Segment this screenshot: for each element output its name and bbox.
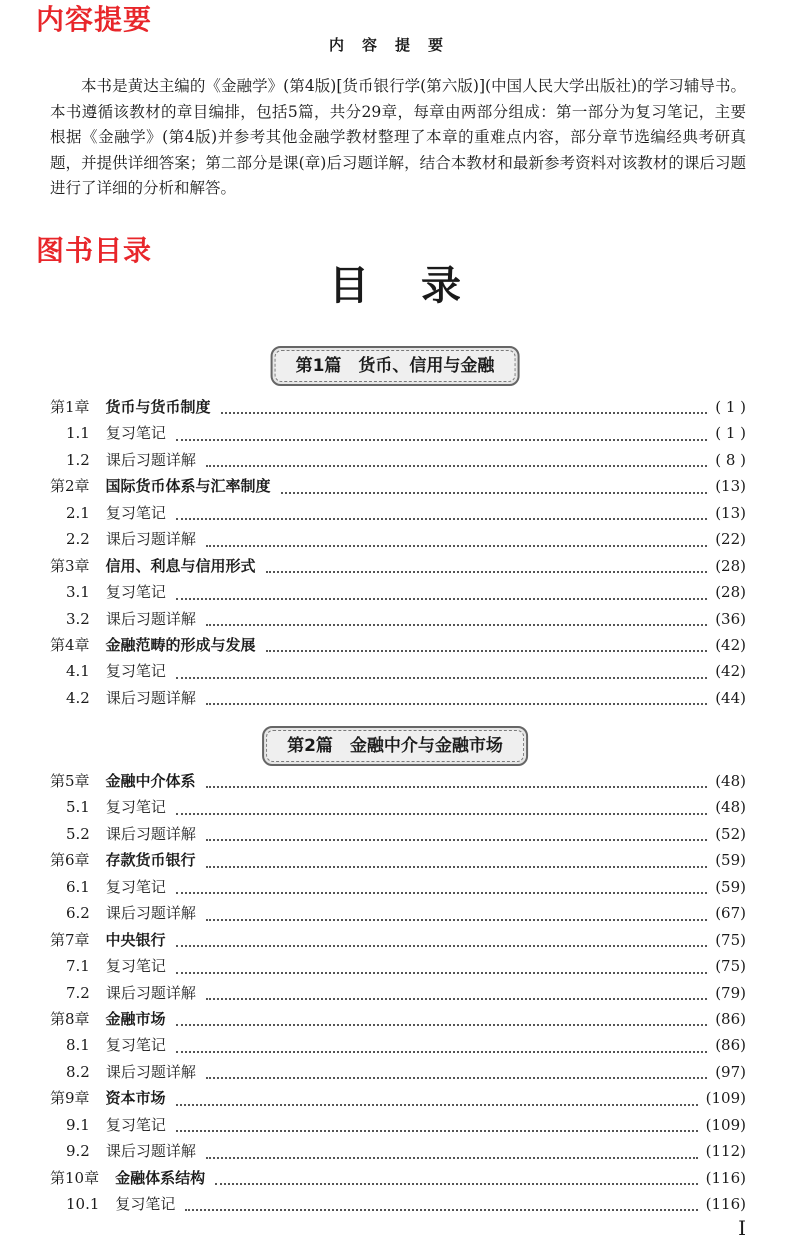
toc-chapter-row[interactable]	[50, 770, 746, 796]
toc-page-number: (22)	[715, 530, 746, 549]
dot-leader	[176, 598, 707, 600]
toc-entry-label: 信用、利息与信用形式	[105, 556, 256, 575]
dot-leader	[206, 1077, 707, 1079]
toc-section-row[interactable]	[50, 422, 746, 448]
toc-page-number: (112)	[705, 1142, 746, 1161]
toc-entry-label: 复习笔记	[105, 877, 166, 896]
dot-leader	[176, 1024, 708, 1026]
toc-entry-number: 6.1	[66, 877, 90, 896]
toc-page-number: (109)	[705, 1115, 746, 1134]
part-title: 第1篇 货币、信用与金融	[275, 350, 516, 382]
dot-leader	[176, 972, 707, 974]
toc-page-number: (59)	[715, 877, 746, 896]
toc-page-number: (44)	[715, 688, 746, 707]
summary-title: 内容提要	[328, 36, 461, 54]
toc-section-row[interactable]	[50, 1140, 746, 1166]
toc-entry-label: 课后习题详解	[105, 904, 196, 923]
dot-leader	[221, 412, 708, 414]
dot-leader	[176, 892, 707, 894]
toc-page-number: (86)	[715, 1009, 746, 1028]
toc-entry-label: 复习笔记	[105, 424, 166, 443]
dot-leader	[206, 1157, 698, 1159]
toc-section-row[interactable]	[50, 982, 746, 1008]
toc-entry-label: 复习笔记	[105, 583, 166, 602]
toc-section-row[interactable]	[50, 528, 746, 554]
dot-leader	[176, 1104, 698, 1106]
toc-entry-label: 资本市场	[105, 1089, 166, 1108]
toc-entry-label: 课后习题详解	[105, 1062, 196, 1081]
toc-entry-number: 8.2	[66, 1062, 90, 1081]
toc-page-number: (97)	[715, 1062, 746, 1081]
toc-entry-number: 第2章	[50, 477, 90, 496]
toc-section-row[interactable]	[50, 796, 746, 822]
toc-page-number: (59)	[715, 851, 746, 870]
toc-entry-label: 复习笔记	[105, 1115, 166, 1134]
toc-page-number: (67)	[715, 904, 746, 923]
toc-section-row[interactable]	[50, 1193, 746, 1219]
toc-page-number: (28)	[715, 556, 746, 575]
toc-chapter-row[interactable]	[50, 634, 746, 660]
toc-entry-number: 3.1	[66, 583, 90, 602]
dot-leader	[176, 945, 708, 947]
toc-entry-number: 4.2	[66, 688, 90, 707]
toc-page-number: (28)	[715, 583, 746, 602]
toc-page-number: (48)	[715, 798, 746, 817]
toc-entry-number: 6.2	[66, 904, 90, 923]
part-banner	[262, 726, 528, 766]
toc-entry-number: 9.2	[66, 1142, 90, 1161]
toc-page-number: ( 8 )	[715, 450, 746, 469]
toc-chapter-row[interactable]	[50, 1167, 746, 1193]
toc-entry-label: 复习笔记	[115, 1195, 176, 1213]
toc-section-heading: 图书目录	[36, 234, 153, 267]
toc-entry-label: 复习笔记	[105, 957, 166, 976]
dot-leader	[206, 866, 708, 868]
toc-page-number: (48)	[715, 772, 746, 790]
toc-section-row[interactable]	[50, 449, 746, 475]
toc-section-row[interactable]	[50, 823, 746, 849]
toc-entry-label: 复习笔记	[105, 503, 166, 522]
toc-entry-number: 第8章	[50, 1009, 90, 1028]
toc-entry-number: 第1章	[50, 398, 90, 416]
toc-entry-number: 第3章	[50, 556, 90, 575]
toc-entry-label: 课后习题详解	[105, 1142, 196, 1161]
toc-section-row[interactable]	[50, 902, 746, 928]
toc-page-number: (52)	[715, 824, 746, 843]
toc-entry-number: 8.1	[66, 1036, 90, 1055]
toc-section-row[interactable]	[50, 876, 746, 902]
toc-entry-number: 5.2	[66, 824, 90, 843]
toc-entry-number: 第10章	[50, 1168, 100, 1187]
toc-entry-number: 9.1	[66, 1115, 90, 1134]
toc-section-row[interactable]	[50, 502, 746, 528]
toc-chapter-row[interactable]	[50, 396, 746, 422]
toc-entry-label: 国际货币体系与汇率制度	[105, 477, 271, 496]
toc-page-number: (116)	[705, 1195, 746, 1213]
toc-chapter-row[interactable]	[50, 475, 746, 501]
toc-entry-number: 2.1	[66, 503, 90, 522]
toc-entry-number: 7.2	[66, 983, 90, 1002]
toc-entry-label: 复习笔记	[105, 798, 166, 817]
toc-entry-label: 金融体系结构	[115, 1168, 206, 1187]
dot-leader	[176, 439, 707, 441]
toc-entry-label: 金融市场	[105, 1009, 166, 1028]
toc-entry-label: 课后习题详解	[105, 609, 196, 628]
toc-page-number: (36)	[715, 609, 746, 628]
toc-entry-number: 第9章	[50, 1089, 90, 1108]
toc-section-row[interactable]	[50, 1114, 746, 1140]
page-number: I	[738, 1216, 746, 1240]
toc-entry-number: 第6章	[50, 851, 90, 870]
toc-page-number: (86)	[715, 1036, 746, 1055]
toc-entry-label: 复习笔记	[105, 662, 166, 681]
toc-page-number: (13)	[715, 503, 746, 522]
toc-entry-number: 1.2	[66, 450, 90, 469]
toc-chapter-row[interactable]	[50, 555, 746, 581]
toc-list	[50, 770, 746, 1219]
toc-entry-label: 中央银行	[105, 930, 166, 949]
toc-page-number: (109)	[705, 1089, 746, 1108]
toc-section-row[interactable]	[50, 1061, 746, 1087]
dot-leader	[206, 624, 707, 626]
toc-page-number: (13)	[715, 477, 746, 496]
toc-chapter-row[interactable]	[50, 929, 746, 955]
toc-entry-number: 第5章	[50, 772, 90, 790]
dot-leader	[185, 1209, 697, 1211]
toc-page-number: ( 1 )	[715, 424, 746, 443]
dot-leader	[176, 677, 707, 679]
dot-leader	[176, 518, 707, 520]
toc-section-row[interactable]	[50, 1034, 746, 1060]
toc-entry-label: 课后习题详解	[105, 530, 196, 549]
toc-entry-number: 5.1	[66, 798, 90, 817]
dot-leader	[266, 650, 708, 652]
toc-chapter-row[interactable]	[50, 1008, 746, 1034]
toc-section-row[interactable]	[50, 660, 746, 686]
dot-leader	[176, 1130, 698, 1132]
toc-page-number: (42)	[715, 635, 746, 654]
dot-leader	[215, 1183, 698, 1185]
dot-leader	[206, 998, 707, 1000]
toc-entry-label: 金融中介体系	[105, 772, 196, 790]
toc-title: 目录	[329, 262, 513, 309]
dot-leader	[206, 839, 707, 841]
toc-entry-label: 课后习题详解	[105, 450, 196, 469]
toc-chapter-row[interactable]	[50, 849, 746, 875]
toc-entry-number: 1.1	[66, 424, 90, 443]
summary-paragraph: 本书是黄达主编的《金融学》(第4版)[货币银行学(第六版)](中国人民大学出版社)的学习辅导书。本书遵循该教材的章目编排，包括5篇，共分29章，每章由两部分组成：第一部分为复习笔记，主要根据《金融学》(第4版)并参考其他金融学教材整理了本章的重难点内容，部分章节选编经典考研真题，并提供详细答案；第二部分是课(章)后习题详解，结合本教材和最新参考资料对该教材的课后习题进行了详细的分析和解答。	[50, 77, 746, 197]
toc-entry-number: 4.1	[66, 662, 90, 681]
dot-leader	[206, 703, 707, 705]
toc-entry-label: 货币与货币制度	[105, 398, 211, 416]
part-title: 第2篇 金融中介与金融市场	[266, 730, 524, 762]
toc-entry-number: 2.2	[66, 530, 90, 549]
part-banner	[271, 346, 520, 386]
toc-section-row[interactable]	[50, 608, 746, 634]
toc-page-number: (75)	[715, 930, 746, 949]
toc-page-number: (79)	[715, 983, 746, 1002]
toc-entry-number: 3.2	[66, 609, 90, 628]
dot-leader	[176, 1051, 707, 1053]
toc-entry-label: 金融范畴的形成与发展	[105, 635, 256, 654]
toc-page-number: (75)	[715, 957, 746, 976]
dot-leader	[206, 465, 707, 467]
toc-section-row[interactable]	[50, 581, 746, 607]
dot-leader	[281, 492, 708, 494]
toc-entry-label: 存款货币银行	[105, 851, 196, 870]
dot-leader	[266, 571, 708, 573]
toc-list	[50, 396, 746, 713]
toc-chapter-row[interactable]	[50, 1087, 746, 1113]
dot-leader	[206, 545, 707, 547]
toc-entry-label: 复习笔记	[105, 1036, 166, 1055]
dot-leader	[206, 919, 707, 921]
toc-entry-number: 10.1	[66, 1195, 100, 1213]
dot-leader	[206, 786, 708, 788]
toc-entry-number: 第4章	[50, 635, 90, 654]
summary-section-heading: 内容提要	[36, 3, 153, 36]
toc-section-row[interactable]	[50, 955, 746, 981]
toc-entry-number: 7.1	[66, 957, 90, 976]
toc-page-number: (116)	[705, 1168, 746, 1187]
toc-entry-label: 课后习题详解	[105, 824, 196, 843]
toc-section-row[interactable]	[50, 687, 746, 713]
toc-entry-label: 课后习题详解	[105, 688, 196, 707]
toc-entry-label: 课后习题详解	[105, 983, 196, 1002]
toc-page-number: ( 1 )	[715, 398, 746, 416]
dot-leader	[176, 813, 707, 815]
toc-page-number: (42)	[715, 662, 746, 681]
toc-entry-number: 第7章	[50, 930, 90, 949]
